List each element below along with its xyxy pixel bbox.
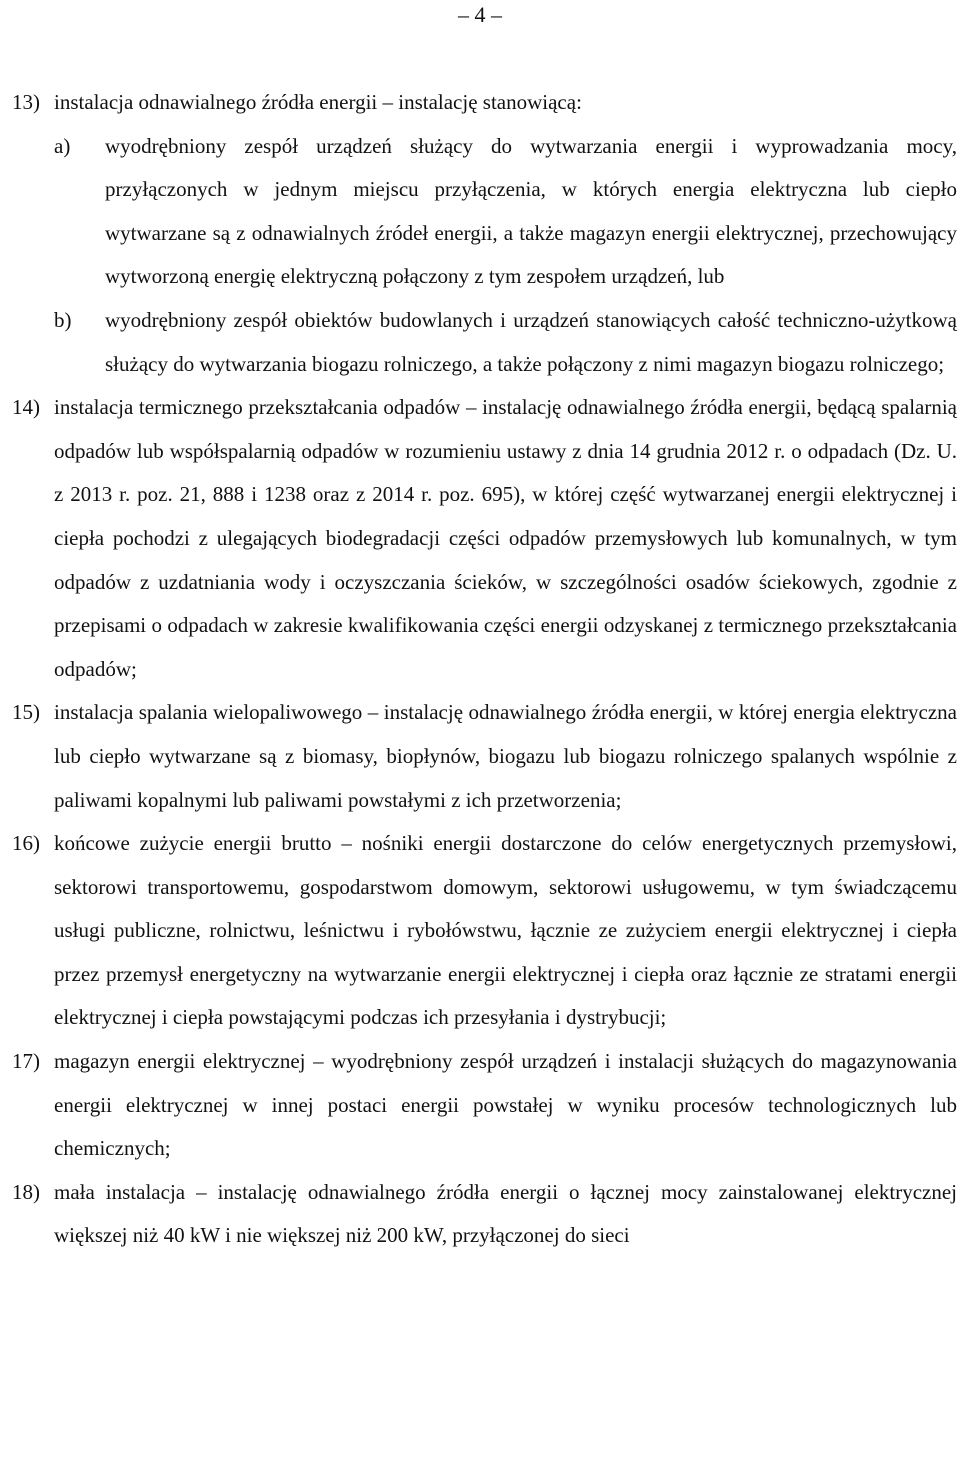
- item-number: 15): [12, 700, 40, 725]
- definition-item-14: [0, 386, 960, 691]
- item-number: 16): [12, 831, 40, 856]
- subitem-a: [54, 125, 957, 299]
- definition-item-17: [0, 1040, 960, 1171]
- subitem-text: wyodrębniony zespół obiektów budowlanych i urządzeń stanowiących całość techniczno-użytkową służący do wytwarzania biogazu rolniczego, a także połączony z nimi magazyn biogazu rolniczego;: [105, 307, 957, 376]
- subitem-letter: b): [54, 307, 72, 332]
- definition-item-13: [0, 81, 960, 386]
- page-number: – 4 –: [458, 2, 502, 27]
- item-body: [54, 1040, 960, 1171]
- subitem-text: wyodrębniony zespół urządzeń służący do wytwarzania energii i wyprowadzania mocy, przyłączonych w jednym miejscu przyłączenia, w których energia elektryczna lub ciepło wytwarzane są z odnawialnych źródeł energii, a także magazyn energii elektrycznej, przechowujący wytworzoną energię elektryczną połączony z tym zespołem urządzeń, lub: [105, 133, 957, 289]
- document-body: [0, 81, 960, 1258]
- definition-item-16: [0, 822, 960, 1040]
- item-body: [54, 81, 960, 386]
- item-body: [54, 386, 960, 691]
- item-text: instalacja termicznego przekształcania odpadów – instalację odnawialnego źródła energii, będącą spalarnią odpadów lub współspalarnią odpadów w rozumieniu ustawy z dnia 14 grudnia 2012 r. o odpadach (Dz. U. z 2013 r. poz. 21, 888 i 1238 oraz z 2014 r. poz. 695), w której część wytwarzanej energii elektrycznej i ciepła pochodzi z ulegających biodegradacji części odpadów przemysłowych lub komunalnych, w tym odpadów z uzdatniania wody i oczyszczania ścieków, w szczególności osadów ściekowych, zgodnie z przepisami o odpadach w zakresie kwalifikowania części energii odzyskanej z termicznego przekształcania odpadów;: [54, 395, 957, 681]
- subitem-letter: a): [54, 133, 71, 158]
- item-number: 18): [12, 1179, 40, 1204]
- definition-item-15: [0, 691, 960, 822]
- item-text: instalacja spalania wielopaliwowego – instalację odnawialnego źródła energii, w której energia elektryczna lub ciepło wytwarzane są z biomasy, biopłynów, biogazu lub biogazu rolniczego spalanych wspólnie z paliwami kopalnymi lub paliwami powstałymi z ich przetworzenia;: [54, 700, 957, 812]
- item-body: [54, 822, 960, 1040]
- item-text: mała instalacja – instalację odnawialnego źródła energii o łącznej mocy zainstalowanej elektrycznej większej niż 40 kW i nie większej niż 200 kW, przyłączonej do sieci: [54, 1179, 957, 1248]
- item-body: [54, 1171, 960, 1258]
- definition-item-18: [0, 1171, 960, 1258]
- item-text: końcowe zużycie energii brutto – nośniki energii dostarczone do celów energetycznych przemysłowi, sektorowi transportowemu, gospodarstwom domowym, sektorowi usługowemu, w tym świadczącemu usługi publiczne, rolnictwu, leśnictwu i rybołówstwu, łącznie ze zużyciem energii elektrycznej i ciepła przez przemysł energetyczny na wytwarzanie energii elektrycznej i ciepła oraz łącznie ze stratami energii elektrycznej i ciepła powstającymi podczas ich przesyłania i dystrybucji;: [54, 831, 957, 1030]
- subitem-b: [54, 299, 957, 386]
- item-number: 17): [12, 1049, 40, 1074]
- item-intro: instalacja odnawialnego źródła energii – instalację stanowiącą:: [54, 90, 582, 114]
- item-body: [54, 691, 960, 822]
- item-text: magazyn energii elektrycznej – wyodrębniony zespół urządzeń i instalacji służących do magazynowania energii elektrycznej w innej postaci energii powstałej w wyniku procesów technologicznych lub chemicznych;: [54, 1049, 957, 1161]
- item-number: 13): [12, 90, 40, 114]
- item-number: 14): [12, 395, 40, 420]
